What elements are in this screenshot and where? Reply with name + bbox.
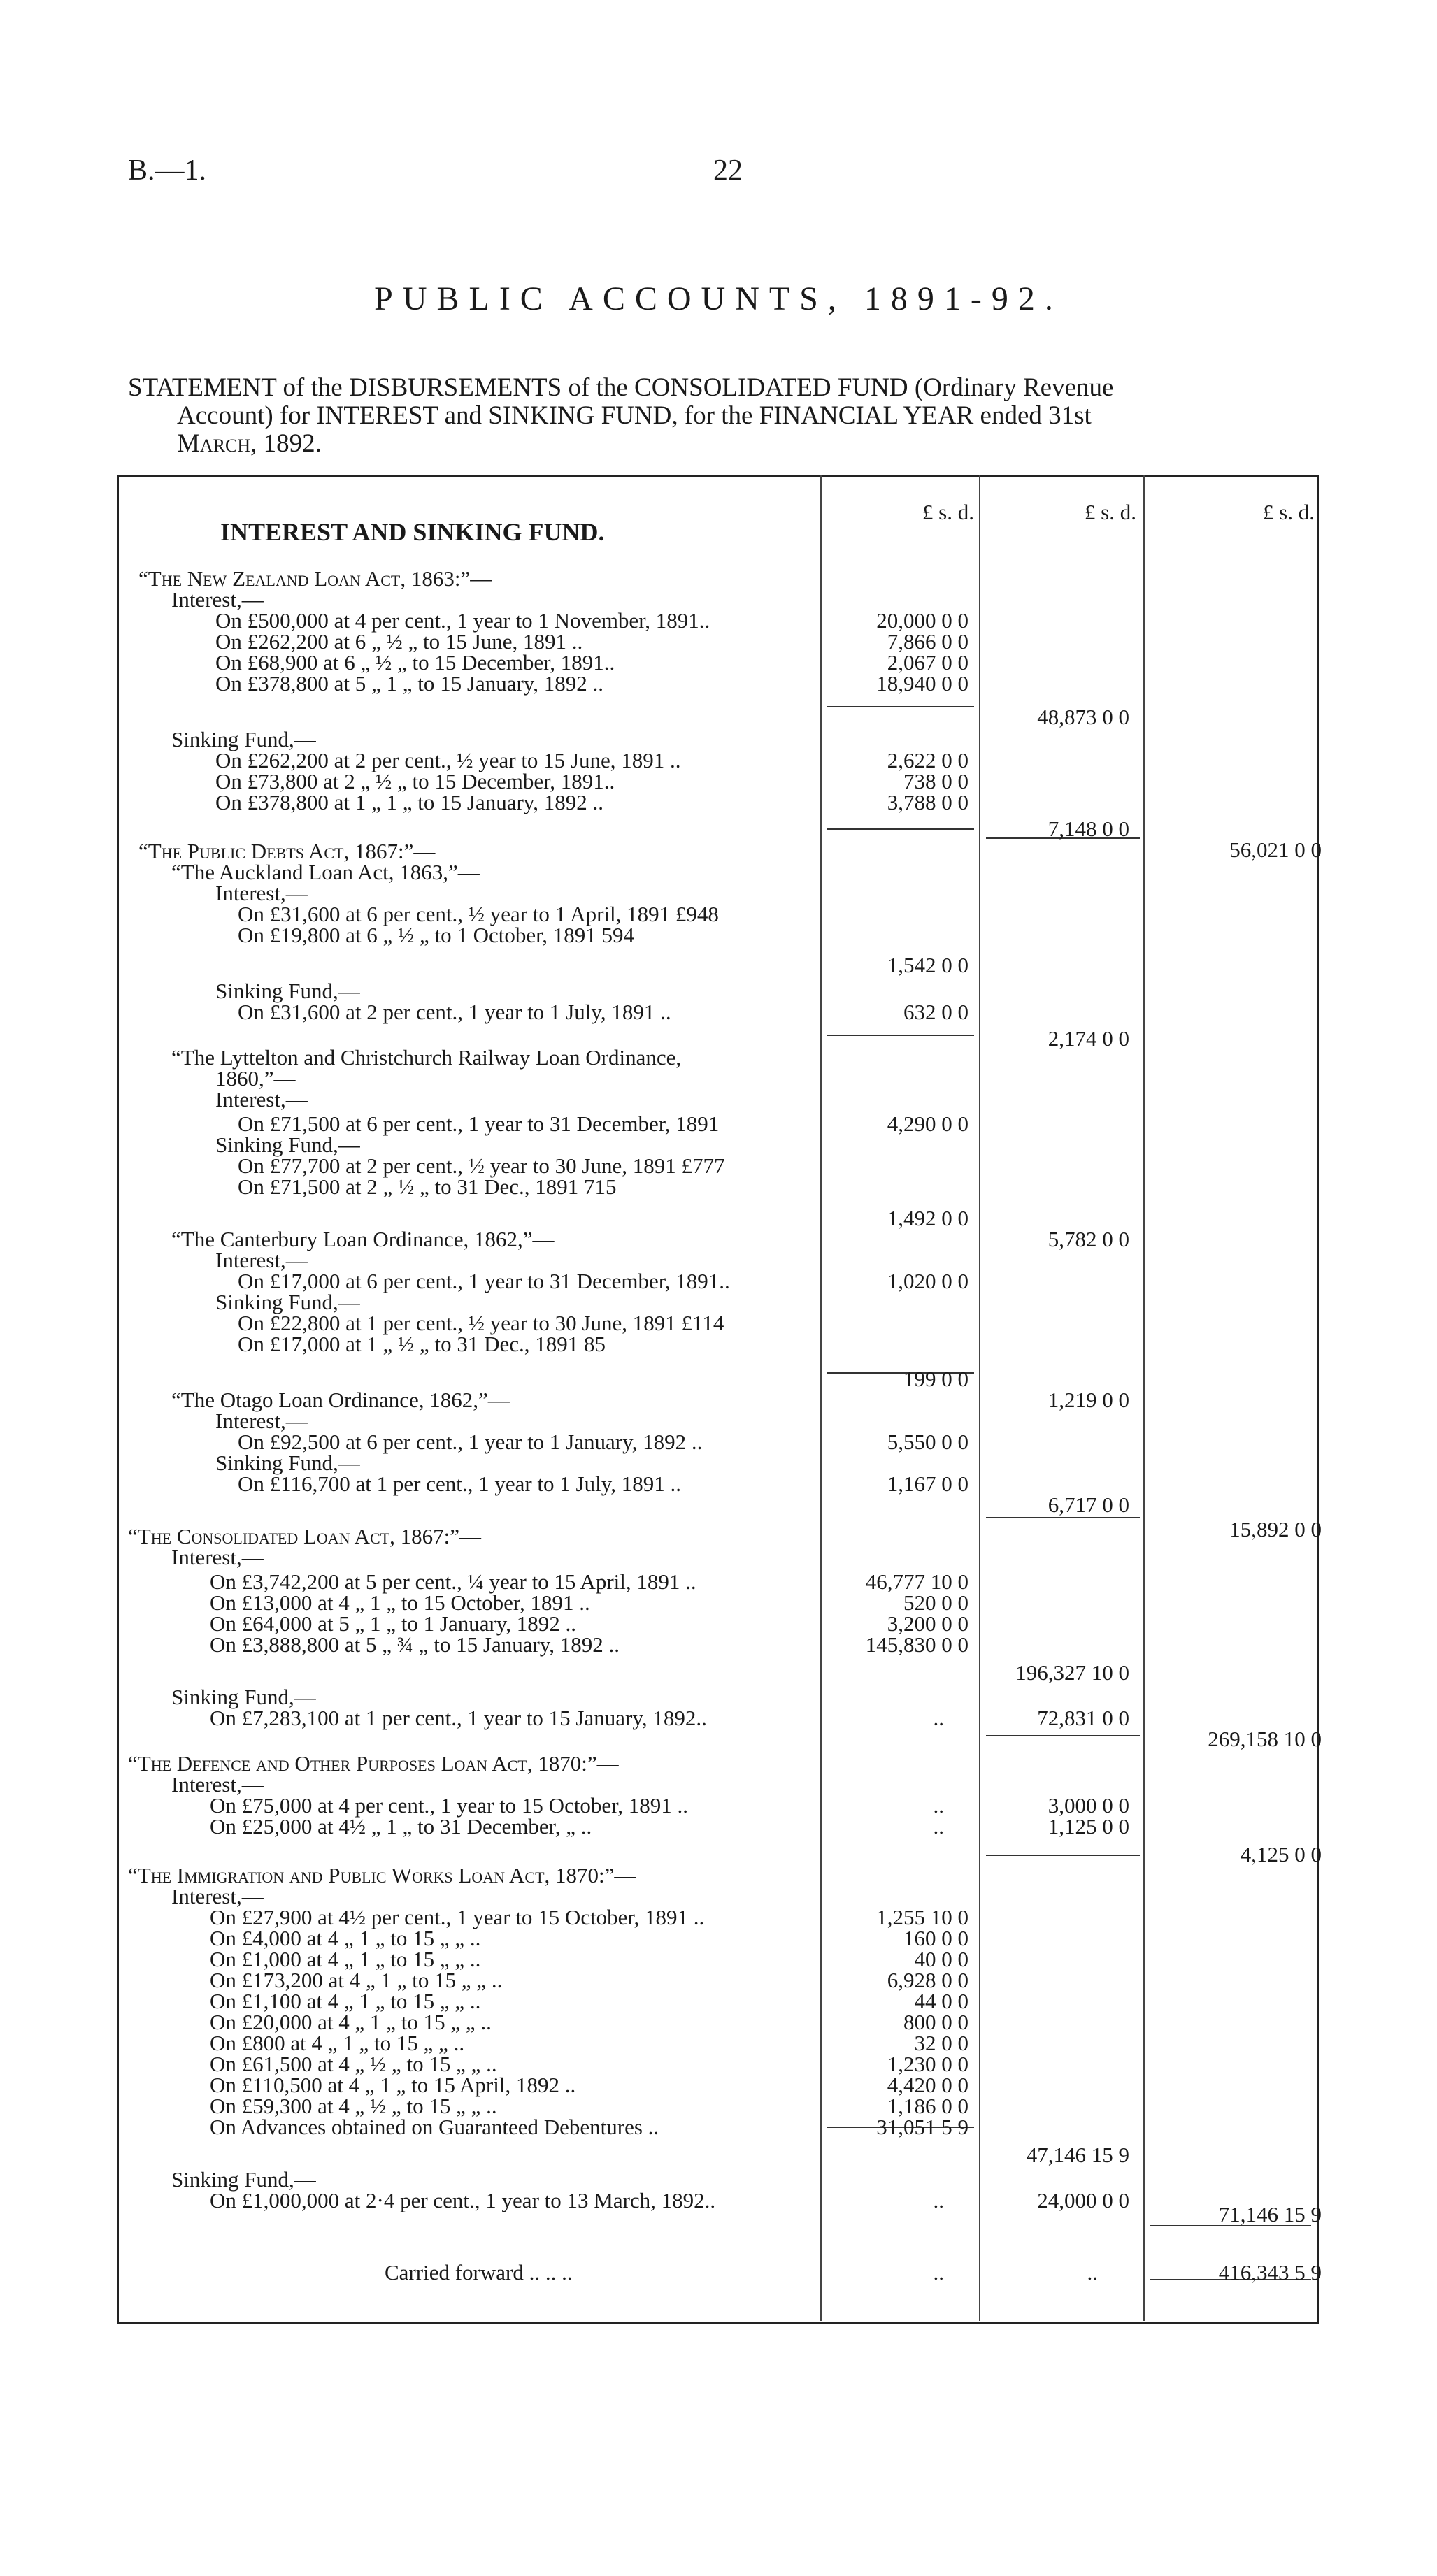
amount-col2: 6,717 0 0 xyxy=(1048,1492,1129,1517)
rule xyxy=(827,828,974,830)
table-row: On £75,000 at 4 per cent., 1 year to 15 October, 1891 .. xyxy=(210,1793,689,1818)
amount-col1: 2,067 0 0 xyxy=(887,650,968,675)
act-heading: “The New Zealand Loan Act, 1863:”— xyxy=(138,566,492,591)
table-row: On £17,000 at 6 per cent., 1 year to 31 December, 1891.. xyxy=(238,1269,730,1293)
table-row: On £19,800 at 6 „ ½ „ to 1 October, 1891 594 xyxy=(238,923,634,947)
table-row: On £22,800 at 1 per cent., ½ year to 30 June, 1891 £114 xyxy=(238,1311,724,1335)
rule xyxy=(827,1035,974,1036)
table-row: On £31,600 at 6 per cent., ½ year to 1 April, 1891 £948 xyxy=(238,902,719,926)
table-row: On £17,000 at 1 „ ½ „ to 31 Dec., 1891 85 xyxy=(238,1332,606,1356)
table-row: On £92,500 at 6 per cent., 1 year to 1 January, 1892 .. xyxy=(238,1430,703,1454)
sub-heading: Sinking Fund,— xyxy=(215,1451,360,1475)
amount-col1: .. xyxy=(933,2188,944,2212)
amount-col1: 5,550 0 0 xyxy=(887,1430,968,1454)
page-title: PUBLIC ACCOUNTS, 1891-92. xyxy=(374,280,1063,317)
sub-heading: 1860,”— xyxy=(215,1066,296,1091)
sub-heading: “The Otago Loan Ordinance, 1862,”— xyxy=(171,1388,510,1412)
amount-col1: 145,830 0 0 xyxy=(865,1632,968,1657)
amount-col1: .. xyxy=(933,2260,944,2284)
amount-col1: 40 0 0 xyxy=(914,1947,968,1971)
table-row: On £262,200 at 2 per cent., ½ year to 15 June, 1891 .. xyxy=(215,748,681,772)
sub-heading: Sinking Fund,— xyxy=(215,1132,360,1157)
amount-col3: 71,146 15 9 xyxy=(1218,2202,1322,2226)
sub-heading: Interest,— xyxy=(215,1248,308,1272)
table-row: On £800 at 4 „ 1 „ to 15 „ „ .. xyxy=(210,2031,465,2055)
table-row: On £378,800 at 1 „ 1 „ to 15 January, 1892 .. xyxy=(215,790,604,814)
amount-col1: 3,200 0 0 xyxy=(887,1611,968,1636)
amount-col2: 72,831 0 0 xyxy=(1037,1706,1129,1730)
table-heading: INTEREST AND SINKING FUND. xyxy=(220,518,605,546)
sub-heading: Interest,— xyxy=(215,1409,308,1433)
sub-heading: “The Auckland Loan Act, 1863,”— xyxy=(171,860,480,884)
amount-col1: 1,230 0 0 xyxy=(887,2052,968,2076)
table-row: On £1,000 at 4 „ 1 „ to 15 „ „ .. xyxy=(210,1947,481,1971)
amount-col1: 160 0 0 xyxy=(903,1926,968,1950)
sub-heading: Interest,— xyxy=(215,1087,308,1111)
rule xyxy=(986,1855,1140,1856)
table-row: On £13,000 at 4 „ 1 „ to 15 October, 1891 .. xyxy=(210,1590,590,1615)
sub-heading: Sinking Fund,— xyxy=(215,1290,360,1314)
statement-line-2: Account) for INTEREST and SINKING FUND, for the FINANCIAL YEAR ended 31st xyxy=(177,401,1092,430)
amount-col2: 24,000 0 0 xyxy=(1037,2188,1129,2212)
amount-col1: 46,777 10 0 xyxy=(865,1569,968,1594)
amount-col1: 7,866 0 0 xyxy=(887,629,968,654)
amount-col2: 3,000 0 0 xyxy=(1048,1793,1129,1818)
amount-col1: 20,000 0 0 xyxy=(876,608,968,633)
amount-col2: 1,125 0 0 xyxy=(1048,1814,1129,1839)
table-row: On £110,500 at 4 „ 1 „ to 15 April, 1892 .. xyxy=(210,2073,576,2097)
table-row: On £31,600 at 2 per cent., 1 year to 1 July, 1891 .. xyxy=(238,1000,671,1024)
amount-col3: 15,892 0 0 xyxy=(1229,1517,1322,1541)
amount-col1: 2,622 0 0 xyxy=(887,748,968,772)
table-row: On £20,000 at 4 „ 1 „ to 15 „ „ .. xyxy=(210,2010,492,2034)
amount-col1: 1,167 0 0 xyxy=(887,1472,968,1496)
amount-col1: 3,788 0 0 xyxy=(887,790,968,814)
amount-col2: 47,146 15 9 xyxy=(1026,2143,1129,2167)
table-row: On £73,800 at 2 „ ½ „ to 15 December, 1891.. xyxy=(215,769,615,793)
table-row: On Advances obtained on Guaranteed Debentures .. xyxy=(210,2115,659,2139)
amount-col2: 2,174 0 0 xyxy=(1048,1026,1129,1051)
sub-heading: Sinking Fund,— xyxy=(215,979,360,1003)
amount-col1: 4,420 0 0 xyxy=(887,2073,968,2097)
sub-heading: Sinking Fund,— xyxy=(171,2167,316,2192)
table-row: On £378,800 at 5 „ 1 „ to 15 January, 1892 .. xyxy=(215,671,604,696)
statement-line-3: March, 1892. xyxy=(177,429,322,458)
amount-col2: 196,327 10 0 xyxy=(1015,1660,1129,1685)
sub-heading: Interest,— xyxy=(215,881,308,905)
page-number: 22 xyxy=(713,154,743,187)
sub-heading: Interest,— xyxy=(171,1772,264,1797)
act-heading: “The Consolidated Loan Act, 1867:”— xyxy=(128,1524,481,1548)
table-row: On £262,200 at 6 „ ½ „ to 15 June, 1891 .. xyxy=(215,629,583,654)
amount-col1: 18,940 0 0 xyxy=(876,671,968,696)
table-row: On £27,900 at 4½ per cent., 1 year to 15 October, 1891 .. xyxy=(210,1905,705,1929)
table-row: On £1,100 at 4 „ 1 „ to 15 „ „ .. xyxy=(210,1989,481,2013)
amount-col1: .. xyxy=(933,1814,944,1839)
amount-col1: 31,051 5 9 xyxy=(876,2115,968,2139)
rule xyxy=(827,706,974,707)
amount-col1: .. xyxy=(933,1706,944,1730)
act-heading: “The Public Debts Act, 1867:”— xyxy=(138,839,436,863)
amount-col1: 1,255 10 0 xyxy=(876,1905,968,1929)
amount-col2: 48,873 0 0 xyxy=(1037,705,1129,729)
amount-col1: 1,020 0 0 xyxy=(887,1269,968,1293)
amount-col1: 1,492 0 0 xyxy=(887,1206,968,1230)
amount-col1: 738 0 0 xyxy=(903,769,968,793)
table-row: On £25,000 at 4½ „ 1 „ to 31 December, „ .. xyxy=(210,1814,592,1839)
table-row: On £77,700 at 2 per cent., ½ year to 30 June, 1891 £777 xyxy=(238,1153,725,1178)
table-row: On £71,500 at 6 per cent., 1 year to 31 December, 1891 xyxy=(238,1111,720,1136)
sub-heading: “The Canterbury Loan Ordinance, 1862,”— xyxy=(171,1227,555,1251)
table-row: On £68,900 at 6 „ ½ „ to 15 December, 1891.. xyxy=(215,650,615,675)
table-row: On £61,500 at 4 „ ½ „ to 15 „ „ .. xyxy=(210,2052,497,2076)
amount-col3: 4,125 0 0 xyxy=(1240,1842,1322,1866)
amount-col3: 56,021 0 0 xyxy=(1229,837,1322,862)
amount-col1: 4,290 0 0 xyxy=(887,1111,968,1136)
act-heading: “The Immigration and Public Works Loan Act, 1870:”— xyxy=(128,1863,636,1887)
statement-line-1: STATEMENT of the DISBURSEMENTS of the CONSOLIDATED FUND (Ordinary Revenue xyxy=(128,373,1114,402)
amount-col3: 269,158 10 0 xyxy=(1208,1727,1322,1751)
amount-col3: 416,343 5 9 xyxy=(1218,2260,1322,2284)
amount-col1: 32 0 0 xyxy=(914,2031,968,2055)
amount-col1: 632 0 0 xyxy=(903,1000,968,1024)
amount-col2: 7,148 0 0 xyxy=(1048,816,1129,841)
table-row: On £64,000 at 5 „ 1 „ to 1 January, 1892 .. xyxy=(210,1611,577,1636)
amount-col2: 5,782 0 0 xyxy=(1048,1227,1129,1251)
column-divider-3 xyxy=(1143,475,1145,2321)
col3-header: £ s. d. xyxy=(1262,500,1315,524)
sub-heading: “The Lyttelton and Christchurch Railway Loan Ordinance, xyxy=(171,1045,682,1070)
amount-col1: 1,186 0 0 xyxy=(887,2094,968,2118)
amount-col1: 1,542 0 0 xyxy=(887,953,968,977)
table-row: On £7,283,100 at 1 per cent., 1 year to 15 January, 1892.. xyxy=(210,1706,707,1730)
amount-col2: 1,219 0 0 xyxy=(1048,1388,1129,1412)
amount-col1: 44 0 0 xyxy=(914,1989,968,2013)
table-row: On £1,000,000 at 2·4 per cent., 1 year to 13 March, 1892.. xyxy=(210,2188,716,2212)
table-row: On £4,000 at 4 „ 1 „ to 15 „ „ .. xyxy=(210,1926,481,1950)
amount-col1: 6,928 0 0 xyxy=(887,1968,968,1992)
sub-heading: Sinking Fund,— xyxy=(171,1685,316,1709)
carried-forward: Carried forward .. .. .. xyxy=(385,2260,573,2284)
amount-col2: .. xyxy=(1087,2260,1098,2284)
amount-col1: .. xyxy=(933,1793,944,1818)
table-row: On £173,200 at 4 „ 1 „ to 15 „ „ .. xyxy=(210,1968,503,1992)
sub-heading: Interest,— xyxy=(171,1545,264,1569)
sub-heading: Interest,— xyxy=(171,587,264,612)
rule xyxy=(986,1735,1140,1736)
table-row: On £71,500 at 2 „ ½ „ to 31 Dec., 1891 715 xyxy=(238,1174,617,1199)
document-reference: B.—1. xyxy=(128,154,207,187)
amount-col1: 520 0 0 xyxy=(903,1590,968,1615)
sub-heading: Sinking Fund,— xyxy=(171,727,316,751)
sub-heading: Interest,— xyxy=(171,1884,264,1908)
amount-col1: 199 0 0 xyxy=(903,1367,968,1391)
amount-col1: 800 0 0 xyxy=(903,2010,968,2034)
table-row: On £116,700 at 1 per cent., 1 year to 1 July, 1891 .. xyxy=(238,1472,681,1496)
table-row: On £59,300 at 4 „ ½ „ to 15 „ „ .. xyxy=(210,2094,497,2118)
col1-header: £ s. d. xyxy=(922,500,974,524)
col2-header: £ s. d. xyxy=(1084,500,1136,524)
statement-heading xyxy=(128,374,1352,458)
act-heading: “The Defence and Other Purposes Loan Act, 1870:”— xyxy=(128,1751,619,1776)
table-row: On £3,888,800 at 5 „ ¾ „ to 15 January, 1892 .. xyxy=(210,1632,620,1657)
table-row: On £3,742,200 at 5 per cent., ¼ year to 15 April, 1891 .. xyxy=(210,1569,696,1594)
table-row: On £500,000 at 4 per cent., 1 year to 1 November, 1891.. xyxy=(215,608,710,633)
